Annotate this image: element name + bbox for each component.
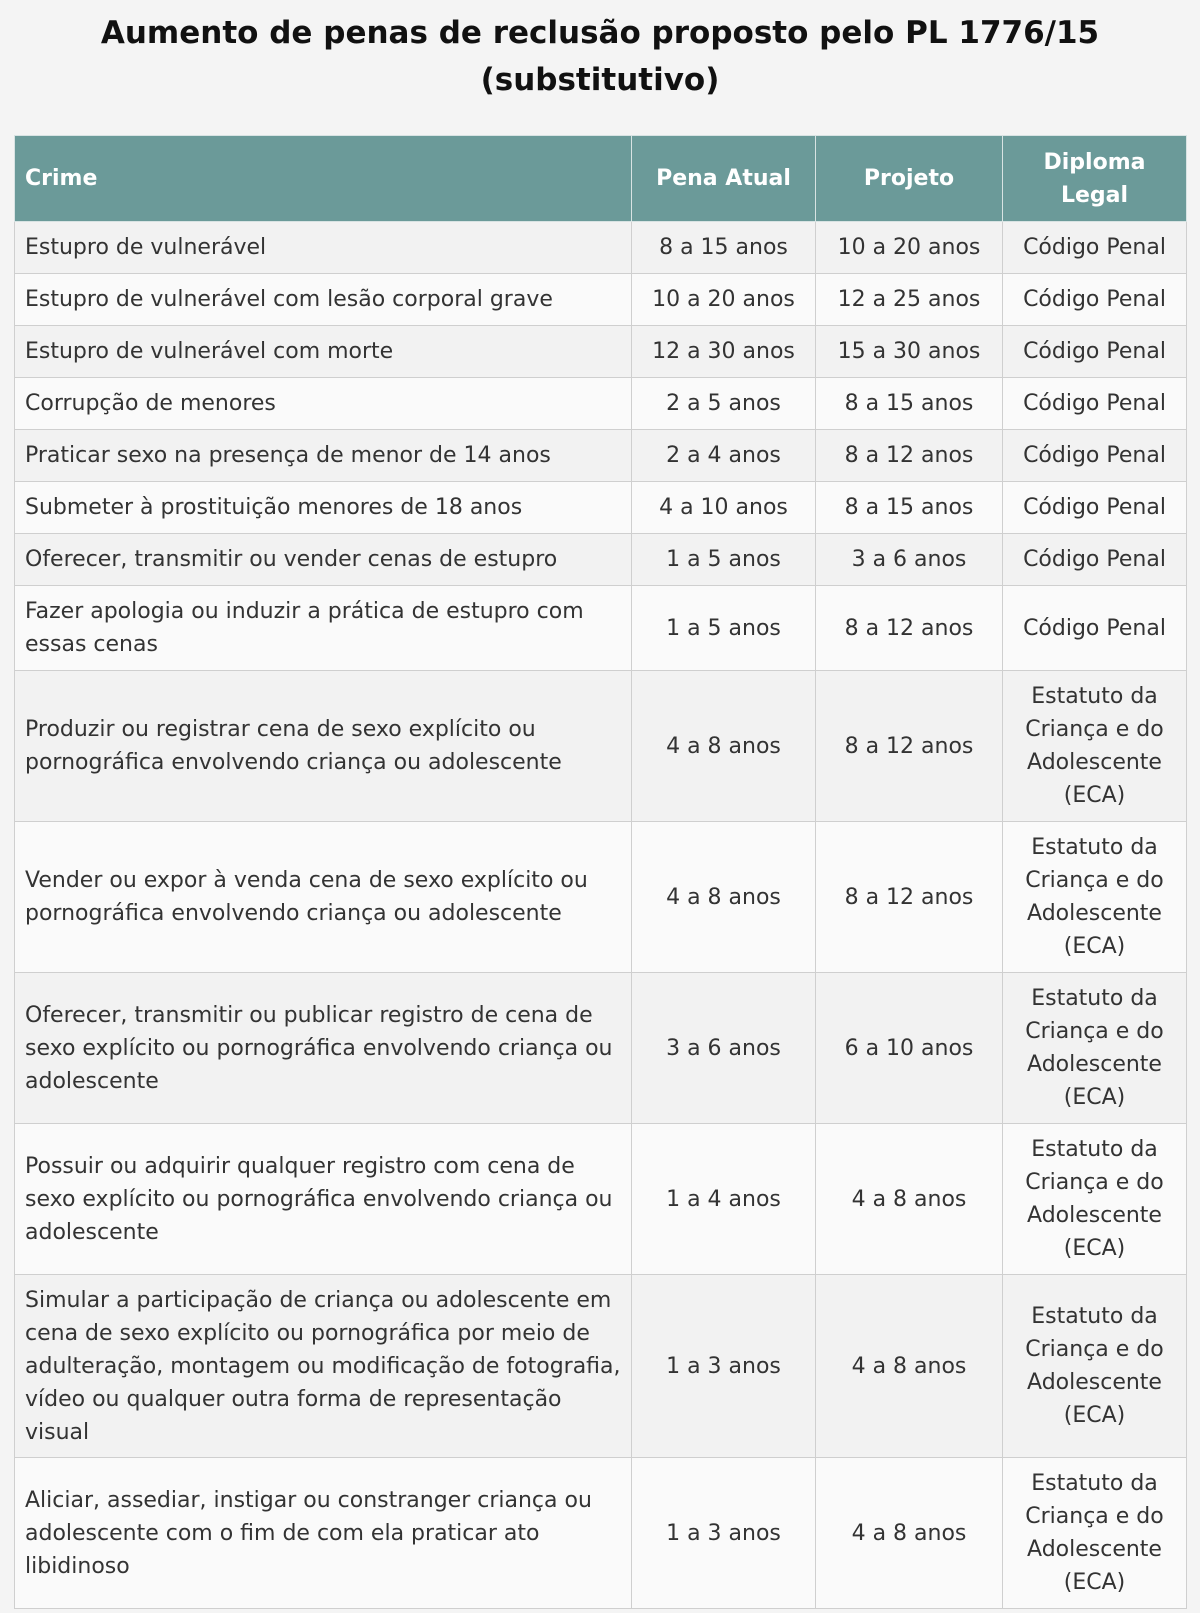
cell-crime: Fazer apologia ou induzir a prática de estupro com essas cenas	[15, 586, 632, 671]
cell-diploma: Estatuto da Criança e do Adolescente (ECA)	[1003, 1458, 1187, 1609]
cell-diploma: Código Penal	[1003, 430, 1187, 482]
cell-pena-atual: 4 a 8 anos	[632, 671, 816, 822]
cell-projeto: 8 a 15 anos	[816, 378, 1003, 430]
page-title: Aumento de penas de reclusão proposto pelo PL 1776/15 (substitutivo)	[100, 15, 1100, 98]
cell-diploma: Estatuto da Criança e do Adolescente (ECA)	[1003, 671, 1187, 822]
table-row	[15, 430, 1187, 482]
cell-projeto: 8 a 12 anos	[816, 586, 1003, 671]
cell-diploma: Estatuto da Criança e do Adolescente (ECA)	[1003, 822, 1187, 973]
table-row	[15, 822, 1187, 973]
cell-projeto: 4 a 8 anos	[816, 1275, 1003, 1458]
table-row	[15, 326, 1187, 378]
cell-projeto: 8 a 12 anos	[816, 671, 1003, 822]
cell-crime: Produzir ou registrar cena de sexo explícito ou pornográfica envolvendo criança ou adolescente	[15, 671, 632, 822]
cell-projeto: 4 a 8 anos	[816, 1458, 1003, 1609]
table-row	[15, 378, 1187, 430]
penalties-table	[14, 135, 1187, 1609]
cell-crime: Corrupção de menores	[15, 378, 632, 430]
table-row	[15, 482, 1187, 534]
table-row	[15, 1124, 1187, 1275]
cell-projeto: 12 a 25 anos	[816, 274, 1003, 326]
cell-diploma: Código Penal	[1003, 482, 1187, 534]
cell-pena-atual: 1 a 3 anos	[632, 1275, 816, 1458]
cell-projeto: 10 a 20 anos	[816, 222, 1003, 274]
cell-projeto: 8 a 15 anos	[816, 482, 1003, 534]
cell-diploma: Estatuto da Criança e do Adolescente (ECA)	[1003, 1275, 1187, 1458]
table-row	[15, 222, 1187, 274]
cell-diploma: Estatuto da Criança e do Adolescente (ECA)	[1003, 973, 1187, 1124]
cell-projeto: 4 a 8 anos	[816, 1124, 1003, 1275]
table-row	[15, 671, 1187, 822]
table-row	[15, 586, 1187, 671]
cell-projeto: 3 a 6 anos	[816, 534, 1003, 586]
cell-pena-atual: 4 a 8 anos	[632, 822, 816, 973]
header-pena-atual: Pena Atual	[632, 136, 816, 222]
cell-diploma: Código Penal	[1003, 586, 1187, 671]
cell-crime: Oferecer, transmitir ou publicar registro de cena de sexo explícito ou pornográfica envolvendo criança ou adolescente	[15, 973, 632, 1124]
cell-pena-atual: 12 a 30 anos	[632, 326, 816, 378]
cell-crime: Oferecer, transmitir ou vender cenas de estupro	[15, 534, 632, 586]
header-projeto: Projeto	[816, 136, 1003, 222]
cell-diploma: Código Penal	[1003, 222, 1187, 274]
cell-pena-atual: 1 a 3 anos	[632, 1458, 816, 1609]
table-row	[15, 1275, 1187, 1458]
cell-diploma: Código Penal	[1003, 274, 1187, 326]
cell-projeto: 6 a 10 anos	[816, 973, 1003, 1124]
cell-pena-atual: 1 a 4 anos	[632, 1124, 816, 1275]
table-row	[15, 1458, 1187, 1609]
cell-projeto: 8 a 12 anos	[816, 822, 1003, 973]
penalties-table-container	[14, 135, 1186, 1609]
cell-projeto: 15 a 30 anos	[816, 326, 1003, 378]
cell-pena-atual: 2 a 5 anos	[632, 378, 816, 430]
cell-pena-atual: 8 a 15 anos	[632, 222, 816, 274]
cell-projeto: 8 a 12 anos	[816, 430, 1003, 482]
cell-crime: Estupro de vulnerável com lesão corporal grave	[15, 274, 632, 326]
table-row	[15, 973, 1187, 1124]
cell-crime: Estupro de vulnerável com morte	[15, 326, 632, 378]
cell-diploma: Código Penal	[1003, 326, 1187, 378]
table-row	[15, 274, 1187, 326]
cell-pena-atual: 3 a 6 anos	[632, 973, 816, 1124]
table-row	[15, 534, 1187, 586]
cell-crime: Possuir ou adquirir qualquer registro com cena de sexo explícito ou pornográfica envolvendo criança ou adolescente	[15, 1124, 632, 1275]
cell-crime: Aliciar, assediar, instigar ou constranger criança ou adolescente com o fim de com ela praticar ato libidinoso	[15, 1458, 632, 1609]
cell-diploma: Código Penal	[1003, 534, 1187, 586]
cell-diploma: Código Penal	[1003, 378, 1187, 430]
cell-pena-atual: 10 a 20 anos	[632, 274, 816, 326]
cell-pena-atual: 1 a 5 anos	[632, 586, 816, 671]
cell-pena-atual: 1 a 5 anos	[632, 534, 816, 586]
cell-crime: Praticar sexo na presença de menor de 14 anos	[15, 430, 632, 482]
cell-pena-atual: 2 a 4 anos	[632, 430, 816, 482]
cell-crime: Estupro de vulnerável	[15, 222, 632, 274]
table-header-row	[15, 136, 1187, 222]
cell-diploma: Estatuto da Criança e do Adolescente (ECA)	[1003, 1124, 1187, 1275]
cell-crime: Simular a participação de criança ou adolescente em cena de sexo explícito ou pornográfica por meio de adulteração, montagem ou modificação de fotografia, vídeo ou qualquer outra forma de representação visual	[15, 1275, 632, 1458]
header-diploma-legal: Diploma Legal	[1003, 136, 1187, 222]
cell-crime: Submeter à prostituição menores de 18 anos	[15, 482, 632, 534]
cell-pena-atual: 4 a 10 anos	[632, 482, 816, 534]
cell-crime: Vender ou expor à venda cena de sexo explícito ou pornográfica envolvendo criança ou adolescente	[15, 822, 632, 973]
header-crime: Crime	[15, 136, 632, 222]
